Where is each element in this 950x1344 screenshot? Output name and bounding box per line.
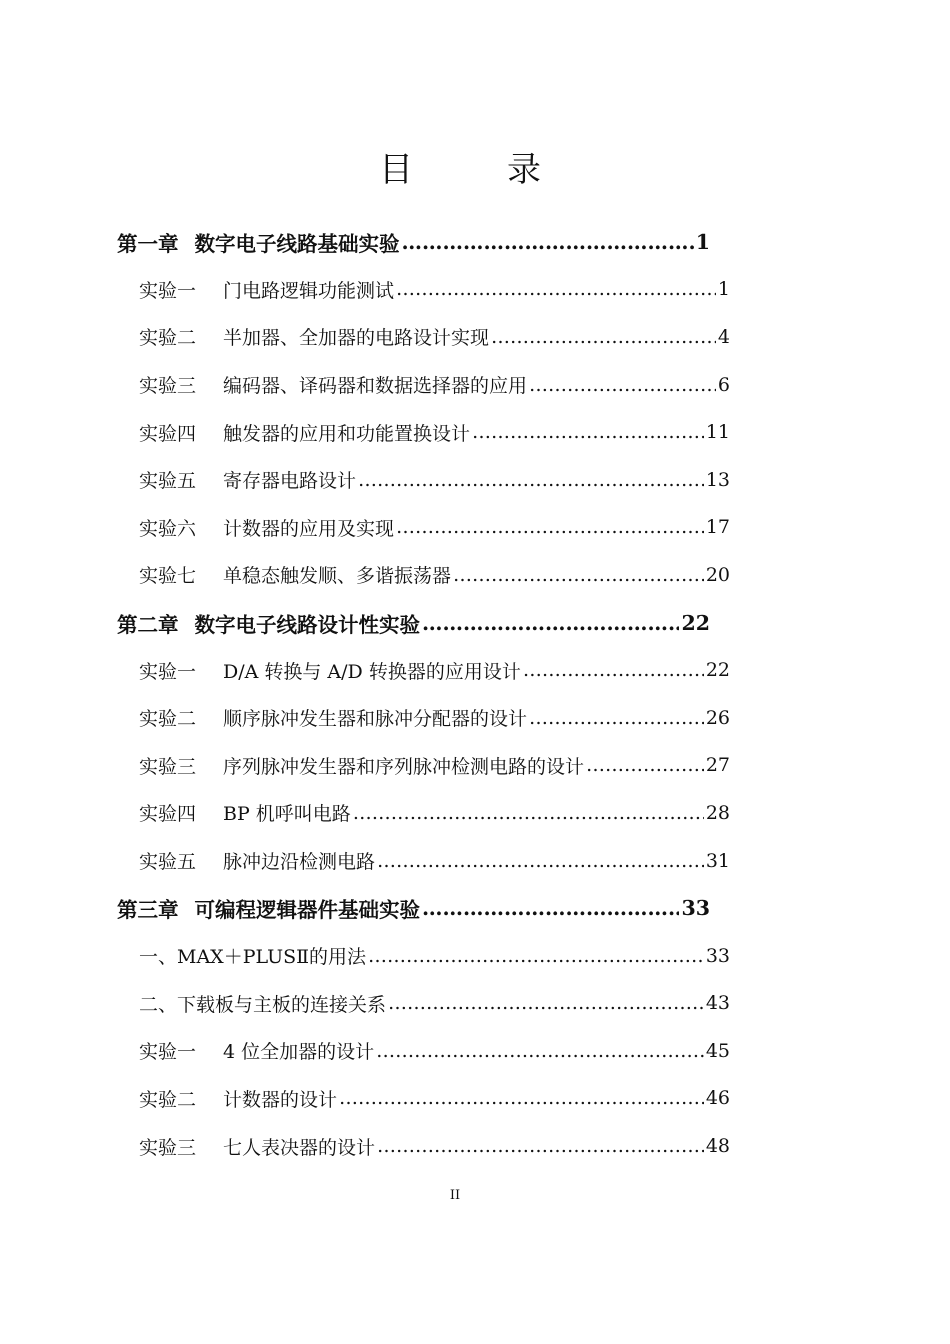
toc-entry[interactable] [0,1027,730,1075]
toc-page-number: 33 [681,896,710,921]
toc-entry-number: 实验二 [139,327,197,350]
toc-entry[interactable] [0,932,730,980]
dot-leader [523,659,704,681]
toc-entry-title: 七人表决器的设计 [223,1136,376,1159]
dot-leader [368,945,704,967]
toc-entry-title: 数字电子线路基础实验 [194,231,400,256]
toc-entry-number: 实验六 [139,517,197,540]
toc-entry-label [139,1037,374,1064]
toc-page-number: 13 [705,468,730,491]
toc-entry-label [139,942,366,969]
dot-leader [396,516,704,538]
toc-entry-number: 实验三 [139,1136,197,1159]
toc-entry-number: 实验一 [139,1041,197,1064]
toc-entry[interactable] [0,504,730,552]
dot-leader [472,421,704,443]
toc-entry-title: D/A 转换与 A/D 转换器的应用设计 [223,660,521,683]
toc-entry-title: 半加器、全加器的电路设计实现 [223,327,490,350]
toc-entry[interactable] [0,361,730,409]
toc-entry-title: 顺序脉冲发生器和脉冲分配器的设计 [223,708,528,731]
toc-chapter[interactable] [0,599,710,647]
toc-entry[interactable] [0,980,730,1028]
dot-leader [453,564,704,586]
toc-entry-label [139,323,489,350]
toc-entry-label [139,1085,337,1112]
toc-entry-title: 单稳态触发顺、多谐振荡器 [223,565,452,588]
toc-page-number: 46 [705,1087,730,1110]
dot-leader [491,326,716,348]
toc-entry-title: 计数器的应用及实现 [223,517,395,540]
toc-entry-label [139,990,386,1017]
toc-entry-title: 编码器、译码器和数据选择器的应用 [223,375,528,398]
toc-entry-number: 实验五 [139,851,197,874]
dot-leader [353,802,704,824]
toc-entry-title: 数字电子线路设计性实验 [194,612,420,637]
toc-entry[interactable] [0,789,730,837]
toc-entry-label [139,466,356,493]
toc-entry[interactable] [0,1075,730,1123]
toc-entry[interactable] [0,1122,730,1170]
toc-chapter[interactable] [0,218,710,266]
toc-page-number: 45 [705,1039,730,1062]
toc-entry-title: 计数器的设计 [223,1088,338,1111]
toc-entry-number: 实验二 [139,1088,197,1111]
dot-leader [402,230,694,254]
toc-entry-title: 寄存器电路设计 [223,470,357,493]
dot-leader [377,850,704,872]
toc-page-number: 4 [717,325,730,348]
toc-page-number: 33 [705,944,730,967]
toc-entry-label [139,704,527,731]
toc-page-number: 26 [705,706,730,729]
toc-entry[interactable] [0,266,730,314]
dot-leader [422,896,679,920]
toc-entry-label [139,799,351,826]
toc-entry-number: 实验四 [139,803,197,826]
dot-leader [388,992,704,1014]
toc-page-number: 1 [717,278,730,301]
dot-leader [377,1135,704,1157]
toc-entry[interactable] [0,551,730,599]
table-of-contents [0,218,950,1170]
page-number: II [449,1188,461,1203]
toc-entry-label [139,419,470,446]
toc-entry[interactable] [0,837,730,885]
toc-page-number: 48 [705,1135,730,1158]
toc-entry-number: 第二章 [117,612,179,637]
toc-entry[interactable] [0,646,730,694]
toc-entry-number: 实验五 [139,470,197,493]
dot-leader [396,278,716,300]
toc-entry-title: 序列脉冲发生器和序列脉冲检测电路的设计 [223,755,585,778]
toc-entry-title: 二、下载板与主板的连接关系 [139,993,387,1016]
toc-entry-label [117,893,420,923]
toc-page-number: 27 [705,754,730,777]
page-title: 目 录 [379,150,571,190]
toc-page-number: 20 [705,563,730,586]
dot-leader [376,1040,704,1062]
toc-entry[interactable] [0,456,730,504]
toc-entry-label [139,657,521,684]
toc-page-number: 22 [681,610,710,635]
toc-entry-label [139,276,394,303]
toc-entry-label [139,371,527,398]
dot-leader [529,707,704,729]
toc-entry[interactable] [0,742,730,790]
toc-entry-title: BP 机呼叫电路 [223,803,351,826]
toc-entry-title: 触发器的应用和功能置换设计 [223,422,471,445]
toc-entry-title: 4 位全加器的设计 [223,1041,375,1064]
dot-leader [339,1087,704,1109]
dot-leader [422,611,679,635]
toc-entry-number: 实验七 [139,565,197,588]
toc-entry-label [139,1133,375,1160]
toc-entry-title: 一、MAX＋PLUSⅡ的用法 [139,946,367,969]
toc-entry[interactable] [0,694,730,742]
toc-page-number: 43 [705,992,730,1015]
toc-entry-number: 实验四 [139,422,197,445]
toc-page-number: 31 [705,849,730,872]
toc-entry-number: 实验二 [139,708,197,731]
toc-entry-number: 第一章 [117,231,179,256]
toc-entry-number: 实验一 [139,279,197,302]
toc-entry-number: 实验一 [139,660,197,683]
toc-page-number: 1 [695,229,710,254]
toc-entry-number: 第三章 [117,898,179,923]
toc-page-number: 6 [717,373,730,396]
toc-entry-number: 实验三 [139,375,197,398]
toc-entry-number: 实验三 [139,755,197,778]
dot-leader [529,374,716,396]
toc-page-number: 17 [705,516,730,539]
toc-entry-title: 门电路逻辑功能测试 [223,279,395,302]
toc-entry-title: 脉冲边沿检测电路 [223,851,376,874]
toc-page-number: 28 [705,801,730,824]
toc-entry-label [139,561,451,588]
toc-entry[interactable] [0,408,730,456]
toc-entry-label [139,847,375,874]
toc-page-number: 11 [705,421,730,444]
toc-entry[interactable] [0,313,730,361]
toc-entry-label [139,752,584,779]
toc-entry-label [117,227,400,257]
toc-entry-label [117,608,420,638]
dot-leader [586,754,704,776]
toc-entry-title: 可编程逻辑器件基础实验 [194,898,420,923]
toc-entry-label [139,514,394,541]
toc-chapter[interactable] [0,884,710,932]
dot-leader [358,469,704,491]
toc-page-number: 22 [705,659,730,682]
